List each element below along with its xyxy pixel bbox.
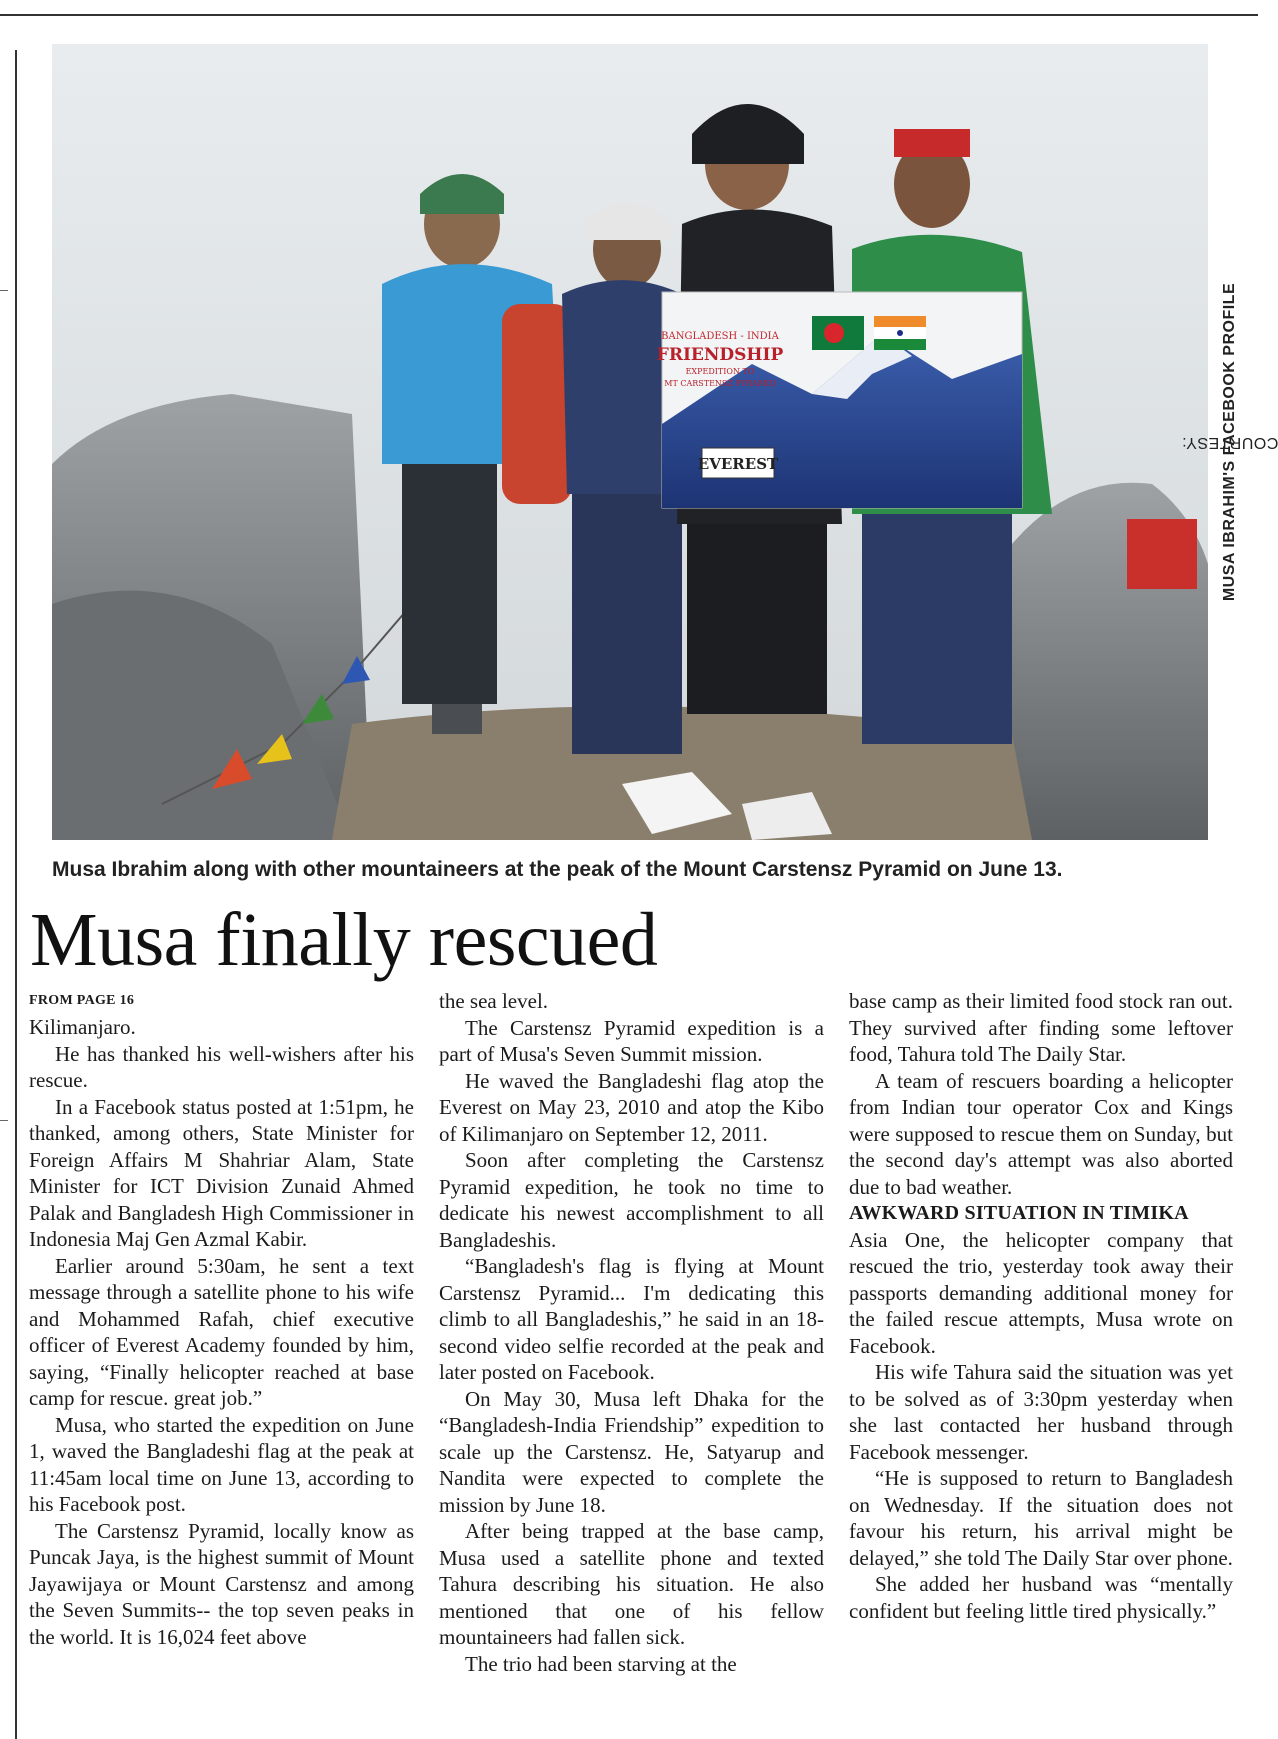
paragraph: He waved the Bangladeshi flag atop the Everest on May 23, 2010 and atop the Kibo of Kilimanjaro on September 12, 2011. [439,1068,824,1146]
crop-mark [0,1120,8,1121]
banner-line-2: FRIENDSHIP [656,345,784,365]
banner-line-4: MT CARSTENSZ PYRAMID [664,379,776,388]
credit-prefix: COURTESY: [1181,434,1278,451]
paragraph: He has thanked his well-wishers after his rescue. [29,1041,414,1092]
article-column-2 [439,988,824,1739]
paragraph: The trio had been starving at the [465,1651,737,1676]
paragraph: The Carstensz Pyramid expedition is a part of Musa's Seven Summit mission. [439,1015,824,1066]
credit-name: MUSA IBRAHIM'S FACEBOOK PROFILE [1221,282,1238,602]
photo-credit [1181,44,1278,840]
summit-photo-illustration [52,44,1208,840]
paragraph: In a Facebook status posted at 1:51pm, he thanked, among others, State Minister for Foreign Affairs M Shahriar Alam, State Minister for ICT Division Zunaid Ahmed Palak and Bangladesh High Commissioner in Indonesia Maj Gen Azmal Kabir. [29,1094,414,1251]
paragraph: Earlier around 5:30am, he sent a text message through a satellite phone to his wife and Mohammed Rafah, chief executive officer of Everest Academy founded by him, saying, “Finally helicopter reached at base camp for rescue. great job.” [29,1253,414,1410]
paragraph: “He is supposed to return to Bangladesh on Wednesday. If the situation does not favour his return, his arrival might be delayed,” she told The Daily Star over phone. [849,1466,1233,1570]
article-column-1 [29,988,414,1739]
paragraph: “Bangladesh's flag is flying at Mount Carstensz Pyramid... I'm dedicating this climb to all Bangladeshis,” he said in an 18-second video selfie recorded at the peak and later posted on Facebook. [439,1254,824,1384]
paragraph: She added her husband was “mentally confident but feeling little tired physically.” [849,1572,1233,1623]
photo-caption: Musa Ibrahim along with other mountaineers at the peak of the Mount Carstensz Pyramid on June 13. [52,858,1063,881]
paragraph: His wife Tahura said the situation was yet to be solved as of 3:30pm yesterday when she last contacted her husband through Facebook messenger. [849,1360,1233,1464]
paragraph: Asia One, the helicopter company that rescued the trio, yesterday took away their passports demanding additional money for the failed rescue attempts, Musa wrote on Facebook. [849,1227,1233,1358]
banner-line-3: EXPEDITION TO [685,367,755,376]
paragraph: After being trapped at the base camp, Musa used a satellite phone and texted Tahura describing his situation. He also mentioned that one of his fellow mountaineers had fallen sick. [439,1519,824,1649]
paragraph: On May 30, Musa left Dhaka for the “Bangladesh-India Friendship” expedition to scale up the Carstensz. He, Satyarup and Nandita were expected to complete the mission by June 18. [439,1386,824,1517]
summit-marker [1127,519,1197,589]
crop-mark [0,290,8,291]
paragraph: Kilimanjaro. [29,1015,136,1039]
paragraph: The Carstensz Pyramid, locally know as Puncak Jaya, is the highest summit of Mount Jayawijaya or Mount Carstensz and among the Seven Summits-- the top seven peaks in the world. It is 16,024 feet above [29,1518,414,1649]
left-column-rule [15,50,17,1739]
paragraph: A team of rescuers boarding a helicopter from Indian tour operator Cox and Kings were supposed to rescue them on Sunday, but the second day's attempt was also aborted due to bad weather. [849,1068,1233,1199]
news-photo [52,44,1208,840]
top-rule [0,14,1258,16]
banner-line-1: BANGLADESH - INDIA [661,331,779,342]
from-page-label: FROM PAGE 16 [29,993,135,1008]
headline: Musa finally rescued [30,898,658,982]
paragraph: Musa, who started the expedition on June 1, waved the Bangladeshi flag at the peak at 11:45am local time on June 13, according to his Facebook post. [29,1412,414,1516]
paragraph: Soon after completing the Carstensz Pyramid expedition, he took no time to dedicate his newest accomplishment to all Bangladeshis. [439,1148,824,1252]
subheading: AWKWARD SITUATION IN TIMIKA [849,1202,1189,1224]
paragraph: the sea level. [439,989,549,1013]
banner-brand: EVEREST [697,455,779,473]
expedition-banner [657,292,1022,508]
paragraph: base camp as their limited food stock ran out. They survived after finding some leftover food, Tahura told The Daily Star. [849,989,1233,1066]
article-column-3 [849,988,1233,1739]
